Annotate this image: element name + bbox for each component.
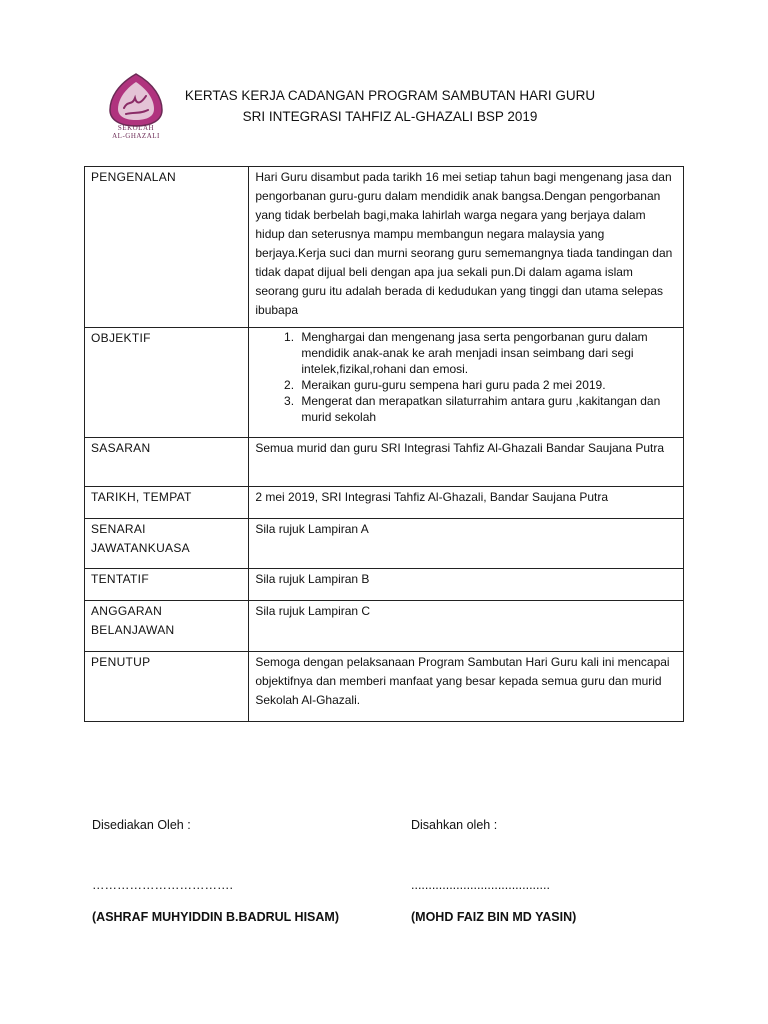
row-label-line1: ANGGARAN — [91, 604, 163, 618]
row-value: Sila rujuk Lampiran B — [249, 569, 684, 601]
prepared-by-name: (ASHRAF MUHYIDDIN B.BADRUL HISAM) — [92, 910, 339, 924]
objective-item: 3. Mengerat dan merapatkan silaturrahim antara guru ,kakitangan dan murid sekolah — [297, 393, 677, 425]
approved-by-name: (MOHD FAIZ BIN MD YASIN) — [411, 910, 577, 924]
objective-item: 1. Menghargai dan mengenang jasa serta pengorbanan guru dalam mendidik anak-anak ke arah menjadi insan seimbang dari segi intelek,fizikal,rohani dan emosi. — [297, 329, 677, 377]
row-value: 2 mei 2019, SRI Integrasi Tahfiz Al-Ghazali, Bandar Saujana Putra — [249, 487, 684, 519]
row-label: OBJEKTIF — [85, 328, 249, 438]
table-row-objektif — [85, 328, 684, 438]
approved-signature-line: ........................................ — [411, 878, 550, 892]
row-value: Sila rujuk Lampiran C — [249, 601, 684, 652]
table-row-pengenalan — [85, 167, 684, 328]
logo-name-line2: AL-GHAZALI — [112, 132, 160, 140]
row-value: Semua murid dan guru SRI Integrasi Tahfiz Al-Ghazali Bandar Saujana Putra — [249, 438, 684, 487]
row-value: Semoga dengan pelaksanaan Program Sambutan Hari Guru kali ini mencapai objektifnya dan memberi manfaat yang besar kepada semua guru dan murid Sekolah Al-Ghazali. — [249, 652, 684, 722]
table-row-tarikh — [85, 487, 684, 519]
row-label: PENGENALAN — [85, 167, 249, 328]
row-label — [85, 601, 249, 652]
table-row-penutup — [85, 652, 684, 722]
logo-name-line1: SEKOLAH — [117, 124, 155, 132]
approved-by-label: Disahkan oleh : — [411, 818, 498, 832]
prepared-by-label: Disediakan Oleh : — [92, 818, 191, 832]
row-label-line2: JAWATANKUASA — [91, 541, 190, 555]
row-value — [249, 328, 684, 438]
objective-list — [255, 329, 677, 425]
row-label: TARIKH, TEMPAT — [85, 487, 249, 519]
table-row-anggaran — [85, 601, 684, 652]
row-value: Sila rujuk Lampiran A — [249, 519, 684, 569]
row-value: Hari Guru disambut pada tarikh 16 mei setiap tahun bagi mengenang jasa dan pengorbanan guru-guru dalam mendidik anak bangsa.Dengan pengorbanan yang tidak berbelah bagi,maka lahirlah warga negara yang berjaya dalam hidup dan seterusnya mampu membangun negara malaysia yang berjaya.Kerja suci dan murni seorang guru sememangnya tiada tandingan dan tidak dapat dijual beli dengan apa jua sekali pun.Di dalam agama islam seorang guru itu adalah berada di kedudukan yang tinggi dan utama selepas ibubapa — [249, 167, 684, 328]
logo-caption — [100, 124, 172, 140]
table-row-sasaran — [85, 438, 684, 487]
prepared-signature-line: ……………………………. — [92, 878, 233, 892]
table-row-tentatif — [85, 569, 684, 601]
table-row-senarai — [85, 519, 684, 569]
row-label: TENTATIF — [85, 569, 249, 601]
row-label: SASARAN — [85, 438, 249, 487]
document-title-line2: SRI INTEGRASI TAHFIZ AL-GHAZALI BSP 2019 — [242, 109, 538, 124]
row-label: PENUTUP — [85, 652, 249, 722]
document-title-line1: KERTAS KERJA CADANGAN PROGRAM SAMBUTAN HARI GURU — [184, 88, 596, 103]
objective-item: 2. Meraikan guru-guru sempena hari guru pada 2 mei 2019. — [297, 377, 677, 393]
row-label-line2: BELANJAWAN — [91, 623, 175, 637]
row-label-line1: SENARAI — [91, 522, 146, 536]
proposal-table — [84, 166, 684, 722]
row-label — [85, 519, 249, 569]
